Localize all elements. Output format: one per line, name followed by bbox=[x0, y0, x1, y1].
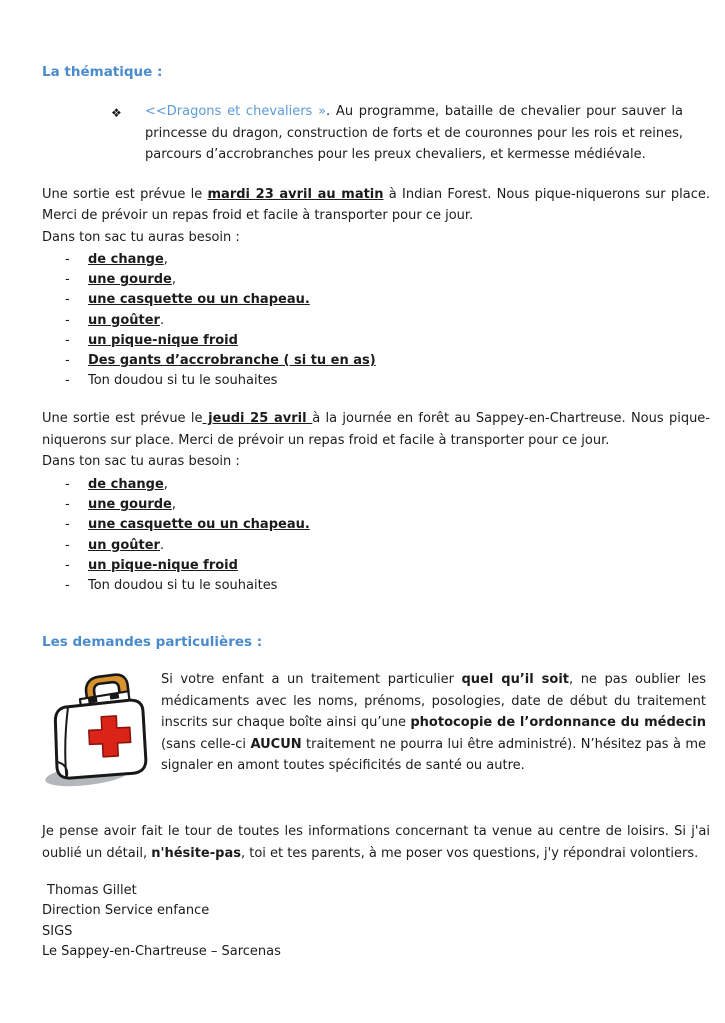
dash-marker: - bbox=[65, 557, 70, 573]
dash-marker: - bbox=[65, 353, 70, 369]
list-item bbox=[65, 290, 710, 310]
item-rest: Ton doudou si tu le souhaites bbox=[88, 577, 278, 593]
sortie2-list bbox=[42, 475, 710, 596]
sortie1-details: à Indian Forest. Nous pique-niquerons sur place. Merci de prévoir un repas froid et facile à transporter pour ce jour. bbox=[42, 186, 710, 223]
item-rest: , bbox=[163, 252, 168, 267]
signature-block bbox=[42, 881, 710, 962]
demandes-text-2: , ne pas oublier les médicaments avec les noms, prénoms, posologies, date de début du traitement inscrits sur chaque boîte ainsi qu’une bbox=[161, 672, 706, 731]
sortie2-paragraph bbox=[42, 408, 710, 451]
dash-marker: - bbox=[65, 292, 70, 308]
sortie1-paragraph bbox=[42, 184, 710, 227]
item-text: une gourde bbox=[88, 272, 172, 288]
closing-bold: n'hésite-pas bbox=[151, 845, 241, 861]
sortie2-list-intro: Dans ton sac tu auras besoin : bbox=[42, 454, 240, 470]
list-item bbox=[65, 576, 710, 596]
list-item bbox=[65, 371, 710, 391]
list-item bbox=[65, 331, 710, 351]
sortie2-intro: Une sortie est prévue le bbox=[42, 411, 203, 427]
demandes-bold-2: photocopie de l’ordonnance du médecin bbox=[410, 715, 706, 731]
dash-marker: - bbox=[65, 497, 70, 513]
demandes-section bbox=[42, 669, 710, 791]
sortie1-intro: Une sortie est prévue le bbox=[42, 186, 208, 202]
list-item bbox=[65, 556, 710, 576]
item-rest: . bbox=[159, 312, 165, 328]
list-item bbox=[65, 495, 710, 515]
sortie1-list-intro: Dans ton sac tu auras besoin : bbox=[42, 229, 240, 245]
section-heading-thematique: La thématique : bbox=[42, 64, 163, 80]
closing-text-1: Je pense avoir fait le tour de toutes les informations concernant ta venue au centre de loisirs. Si j'ai oublié un détail, bbox=[42, 824, 710, 861]
first-aid-kit-icon bbox=[40, 669, 161, 791]
section-heading-demandes: Les demandes particulières : bbox=[42, 634, 263, 651]
sortie2-date: jeudi 25 avril bbox=[202, 411, 313, 427]
demandes-text-3: (sans celle-ci bbox=[161, 736, 251, 752]
item-rest: . bbox=[159, 537, 165, 553]
item-text: un goûter bbox=[88, 537, 160, 553]
dash-marker: - bbox=[65, 312, 70, 328]
list-item bbox=[65, 351, 710, 371]
list-item bbox=[65, 250, 710, 270]
item-text: un goûter bbox=[88, 312, 160, 328]
item-text: une casquette ou un chapeau. bbox=[88, 292, 310, 308]
sortie2-details: à la journée en forêt au Sappey-en-Chartreuse. Nous pique-niquerons sur place. Merci de prévoir un repas froid et facile à transporter pour ce jour. bbox=[42, 411, 710, 448]
sortie1-date: mardi 23 avril au matin bbox=[207, 186, 384, 202]
dash-marker: - bbox=[65, 332, 70, 348]
closing-text-2: , toi et tes parents, à me poser vos questions, j'y répondrai volontiers. bbox=[240, 845, 699, 861]
item-rest: , bbox=[171, 497, 177, 513]
list-item bbox=[65, 311, 710, 331]
signature-role: Direction Service enfance bbox=[42, 903, 210, 919]
dash-marker: - bbox=[65, 577, 70, 593]
theme-title: <<Dragons et chevaliers » bbox=[145, 104, 327, 119]
sortie1-list bbox=[42, 250, 710, 391]
demandes-text-1: Si votre enfant a un traitement particulier bbox=[161, 672, 462, 688]
item-text: un pique-nique froid bbox=[88, 332, 238, 348]
closing-paragraph bbox=[42, 821, 710, 864]
theme-paragraph bbox=[111, 101, 683, 166]
demandes-bold-1: quel qu’il soit bbox=[461, 672, 569, 688]
signature-place: Le Sappey-en-Chartreuse – Sarcenas bbox=[42, 944, 281, 960]
signature-org: SIGS bbox=[42, 923, 73, 939]
item-rest: , bbox=[171, 272, 177, 288]
demandes-paragraph bbox=[161, 669, 706, 777]
demandes-bold-3: AUCUN bbox=[250, 736, 302, 752]
dash-marker: - bbox=[65, 517, 70, 533]
dash-marker: - bbox=[65, 476, 70, 492]
item-text: une casquette ou un chapeau. bbox=[88, 517, 310, 533]
list-item bbox=[65, 515, 710, 535]
item-text: Des gants d’accrobranche ( si tu en as) bbox=[88, 353, 376, 369]
item-text: de change bbox=[88, 252, 164, 267]
list-item bbox=[65, 475, 710, 495]
dash-marker: - bbox=[65, 537, 70, 553]
item-text: de change bbox=[88, 476, 164, 492]
diamond-bullet-icon: ❖ bbox=[111, 106, 122, 120]
theme-description: . Au programme, bataille de chevalier pour sauver la princesse du dragon, construction de forts et de couronnes pour les rois et reines, parcours d’accrobranches pour les preux chevaliers, et kermesse médiévale. bbox=[145, 104, 683, 162]
demandes-text-4: traitement ne pourra lui être administré). N’hésitez pas à me signaler en amont toutes spécificités de santé ou autre. bbox=[161, 736, 707, 774]
item-text: un pique-nique froid bbox=[88, 557, 238, 573]
signature-name: Thomas Gillet bbox=[47, 883, 137, 899]
item-text: une gourde bbox=[88, 497, 172, 513]
list-item bbox=[65, 536, 710, 556]
list-item bbox=[65, 270, 710, 290]
dash-marker: - bbox=[65, 272, 70, 288]
dash-marker: - bbox=[65, 252, 70, 267]
item-rest: , bbox=[163, 476, 168, 492]
dash-marker: - bbox=[65, 373, 70, 389]
item-rest: Ton doudou si tu le souhaites bbox=[88, 373, 278, 389]
